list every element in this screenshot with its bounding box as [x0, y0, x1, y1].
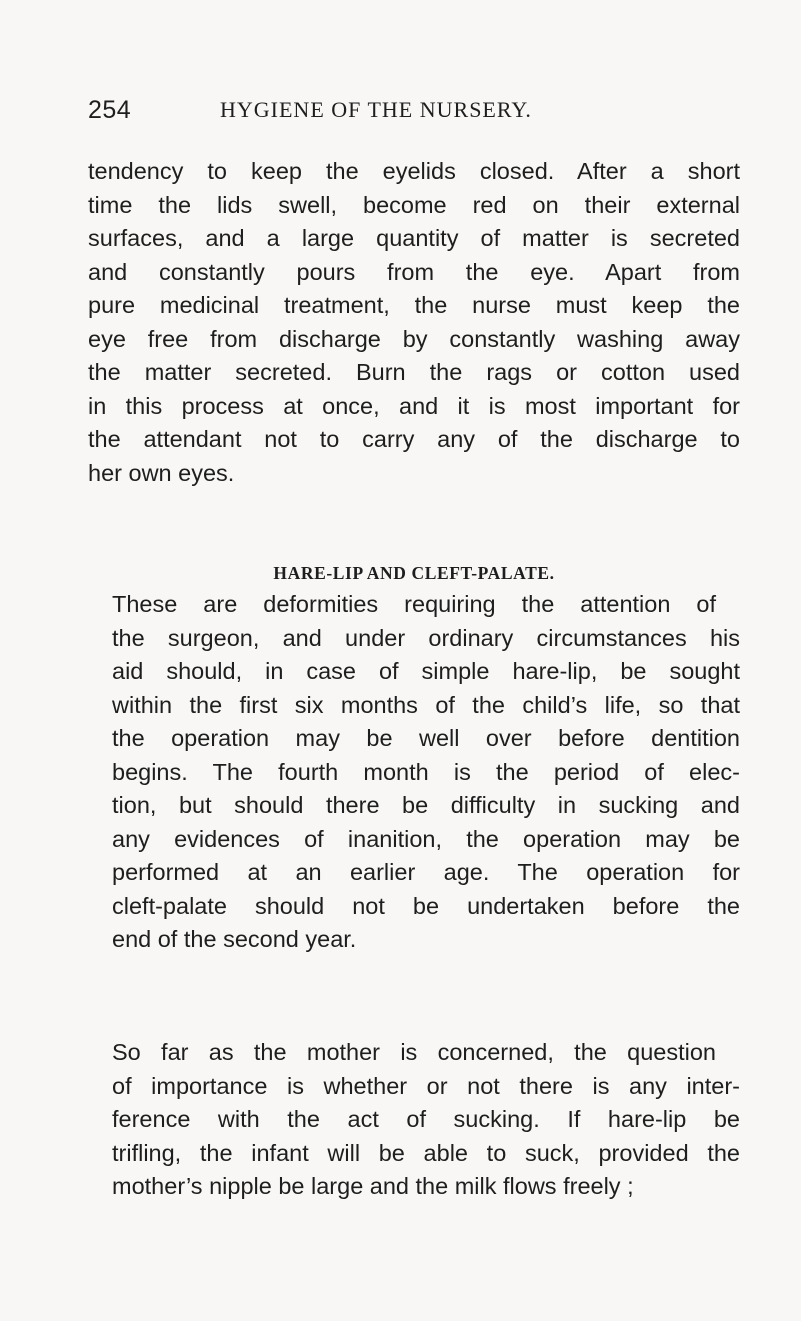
section-heading: HARE-LIP AND CLEFT-PALATE. [273, 563, 555, 583]
paragraph-mother-sucking [88, 1036, 740, 1204]
text-line: the attendant not to carry any of the discharge to [88, 426, 740, 452]
text-line: tendency to keep the eyelids closed. After a short [88, 158, 740, 184]
text-line: the surgeon, and under ordinary circumstances his [112, 624, 740, 651]
text-line: surfaces, and a large quantity of matter is secreted [88, 225, 740, 251]
text-line: time the lids swell, become red on their external [88, 191, 740, 218]
text-line: begins. The fourth month is the period of elec- [112, 758, 740, 785]
text-line: of importance is whether or not there is any inter- [112, 1072, 740, 1099]
text-line: ference with the act of sucking. If hare-lip be [112, 1106, 740, 1132]
text-line: aid should, in case of simple hare-lip, be sought [112, 658, 740, 684]
text-line: performed at an earlier age. The operation for [112, 859, 740, 885]
text-line: in this process at once, and it is most important for [88, 392, 740, 419]
text-line: and constantly pours from the eye. Apart from [88, 258, 740, 285]
text-line: So far as the mother is concerned, the question [112, 1039, 716, 1065]
text-line: trifling, the infant will be able to suck, provided the [112, 1139, 740, 1166]
text-line: mother’s nipple be large and the milk flows freely ; [112, 1173, 634, 1199]
text-line: eye free from discharge by constantly washing away [88, 325, 740, 352]
text-line: her own eyes. [88, 459, 235, 486]
text-line: any evidences of inanition, the operation may be [112, 825, 740, 852]
text-line: These are deformities requiring the attention of [112, 591, 716, 617]
text-line: the operation may be well over before dentition [112, 725, 740, 751]
text-line: within the first six months of the child’s life, so that [112, 691, 740, 718]
text-line: the matter secreted. Burn the rags or cotton used [88, 359, 740, 385]
page-number: 254 [88, 96, 132, 124]
text-line: end of the second year. [112, 926, 357, 952]
running-head: HYGIENE OF THE NURSERY. [220, 97, 532, 122]
text-line: tion, but should there be difficulty in sucking and [112, 792, 740, 818]
text-line: pure medicinal treatment, the nurse must keep the [88, 292, 740, 318]
paragraph-eye-discharge [88, 155, 740, 490]
page-header [88, 90, 738, 130]
paragraph-hare-lip-surgery [88, 588, 740, 957]
text-line: cleft-palate should not be undertaken before the [112, 892, 740, 919]
